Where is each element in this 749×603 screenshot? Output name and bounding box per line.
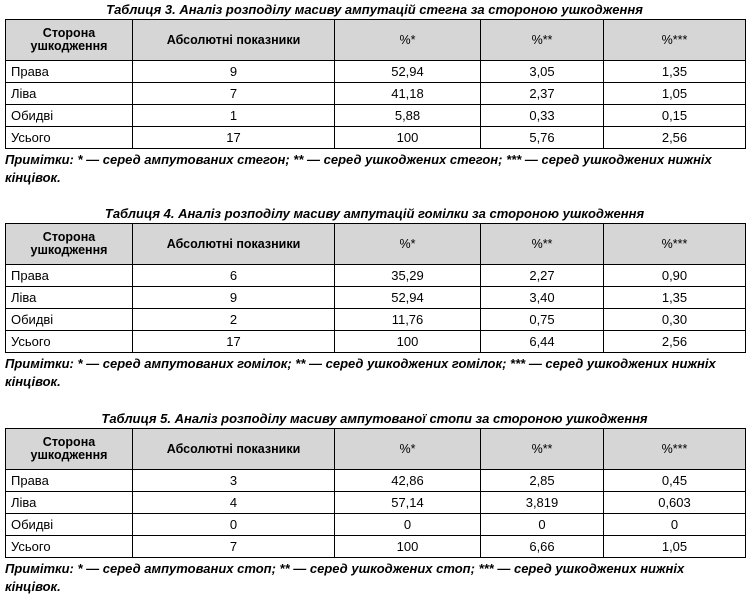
note-lead: Примітки: — [5, 152, 74, 167]
row-label: Обидві — [6, 105, 133, 127]
data-table — [5, 19, 746, 149]
cell-pct1: 52,94 — [335, 61, 481, 83]
row-label: Ліва — [6, 492, 133, 514]
note-text: * — серед ампутованих гомілок; ** — серед ушкоджених гомілок; *** — серед ушкоджених нижніх кінцівок. — [5, 356, 716, 389]
table-3-block — [0, 2, 749, 187]
table-caption: Таблиця 4. Аналіз розподілу масиву ампутацій гомілки за стороною ушкодження — [104, 206, 645, 221]
table-row — [6, 536, 746, 558]
column-header-side: Сторона ушкодження — [6, 429, 133, 470]
header-row — [6, 224, 746, 265]
cell-pct2: 2,27 — [481, 265, 604, 287]
cell-pct2: 2,85 — [481, 470, 604, 492]
cell-abs: 1 — [133, 105, 335, 127]
table-row — [6, 470, 746, 492]
cell-pct3: 2,56 — [604, 331, 746, 353]
row-label: Ліва — [6, 83, 133, 105]
column-header-abs: Абсолютні показники — [133, 429, 335, 470]
cell-abs: 4 — [133, 492, 335, 514]
row-label: Ліва — [6, 287, 133, 309]
cell-abs: 9 — [133, 61, 335, 83]
table-caption: Таблиця 5. Аналіз розподілу масиву ампутованої стопи за стороною ушкодження — [101, 411, 648, 426]
cell-pct2: 3,40 — [481, 287, 604, 309]
table-row — [6, 331, 746, 353]
cell-pct1: 5,88 — [335, 105, 481, 127]
table-row — [6, 514, 746, 536]
column-header-side: Сторона ушкодження — [6, 20, 133, 61]
table-row — [6, 105, 746, 127]
row-label: Права — [6, 470, 133, 492]
data-table — [5, 428, 746, 558]
column-header-pct1: %* — [335, 224, 481, 265]
cell-pct2: 6,44 — [481, 331, 604, 353]
note-text: * — серед ампутованих стегон; ** — серед ушкоджених стегон; *** — серед ушкоджених нижніх кінцівок. — [5, 152, 712, 185]
column-header-abs: Абсолютні показники — [133, 20, 335, 61]
column-header-pct3: %*** — [604, 429, 746, 470]
cell-pct3: 1,05 — [604, 536, 746, 558]
cell-pct1: 41,18 — [335, 83, 481, 105]
note-lead: Примітки: — [5, 356, 74, 371]
table-row — [6, 265, 746, 287]
table-row — [6, 127, 746, 149]
header-row — [6, 20, 746, 61]
row-label: Усього — [6, 331, 133, 353]
cell-pct1: 0 — [335, 514, 481, 536]
row-label: Усього — [6, 127, 133, 149]
cell-pct1: 42,86 — [335, 470, 481, 492]
column-header-pct2: %** — [481, 224, 604, 265]
column-header-pct1: %* — [335, 429, 481, 470]
row-label: Усього — [6, 536, 133, 558]
column-header-abs: Абсолютні показники — [133, 224, 335, 265]
column-header-side: Сторона ушкодження — [6, 224, 133, 265]
cell-abs: 17 — [133, 127, 335, 149]
table-caption: Таблиця 3. Аналіз розподілу масиву ампутацій стегна за стороною ушкодження — [106, 2, 643, 17]
note-lead: Примітки: — [5, 561, 74, 576]
cell-pct3: 0,45 — [604, 470, 746, 492]
cell-pct1: 35,29 — [335, 265, 481, 287]
cell-pct2: 5,76 — [481, 127, 604, 149]
cell-abs: 6 — [133, 265, 335, 287]
cell-pct3: 0,90 — [604, 265, 746, 287]
header-row — [6, 429, 746, 470]
cell-pct2: 0 — [481, 514, 604, 536]
cell-abs: 0 — [133, 514, 335, 536]
table-note — [0, 558, 740, 596]
cell-abs: 9 — [133, 287, 335, 309]
cell-pct2: 3,05 — [481, 61, 604, 83]
row-label: Обидві — [6, 309, 133, 331]
row-label: Обидві — [6, 514, 133, 536]
row-label: Права — [6, 265, 133, 287]
cell-abs: 17 — [133, 331, 335, 353]
table-note — [0, 353, 740, 391]
cell-pct1: 100 — [335, 127, 481, 149]
cell-pct2: 2,37 — [481, 83, 604, 105]
table-row — [6, 492, 746, 514]
cell-abs: 2 — [133, 309, 335, 331]
cell-pct3: 0,603 — [604, 492, 746, 514]
table-row — [6, 309, 746, 331]
cell-pct2: 0,75 — [481, 309, 604, 331]
column-header-pct2: %** — [481, 429, 604, 470]
cell-pct3: 0,15 — [604, 105, 746, 127]
table-row — [6, 61, 746, 83]
row-label: Права — [6, 61, 133, 83]
cell-pct3: 2,56 — [604, 127, 746, 149]
cell-pct1: 11,76 — [335, 309, 481, 331]
cell-pct1: 57,14 — [335, 492, 481, 514]
cell-pct2: 0,33 — [481, 105, 604, 127]
column-header-pct3: %*** — [604, 224, 746, 265]
cell-pct3: 1,35 — [604, 61, 746, 83]
cell-abs: 3 — [133, 470, 335, 492]
column-header-pct1: %* — [335, 20, 481, 61]
cell-abs: 7 — [133, 83, 335, 105]
table-row — [6, 83, 746, 105]
cell-pct3: 1,35 — [604, 287, 746, 309]
note-text: * — серед ампутованих стоп; ** — серед ушкоджених стоп; *** — серед ушкоджених нижніх кінцівок. — [5, 561, 685, 594]
cell-pct3: 0,30 — [604, 309, 746, 331]
cell-abs: 7 — [133, 536, 335, 558]
cell-pct1: 100 — [335, 536, 481, 558]
cell-pct1: 52,94 — [335, 287, 481, 309]
table-5-block — [0, 411, 749, 596]
table-4-block — [0, 206, 749, 391]
cell-pct1: 100 — [335, 331, 481, 353]
data-table — [5, 223, 746, 353]
column-header-pct2: %** — [481, 20, 604, 61]
cell-pct3: 0 — [604, 514, 746, 536]
table-row — [6, 287, 746, 309]
table-note — [0, 149, 740, 187]
cell-pct2: 3,819 — [481, 492, 604, 514]
cell-pct2: 6,66 — [481, 536, 604, 558]
cell-pct3: 1,05 — [604, 83, 746, 105]
column-header-pct3: %*** — [604, 20, 746, 61]
